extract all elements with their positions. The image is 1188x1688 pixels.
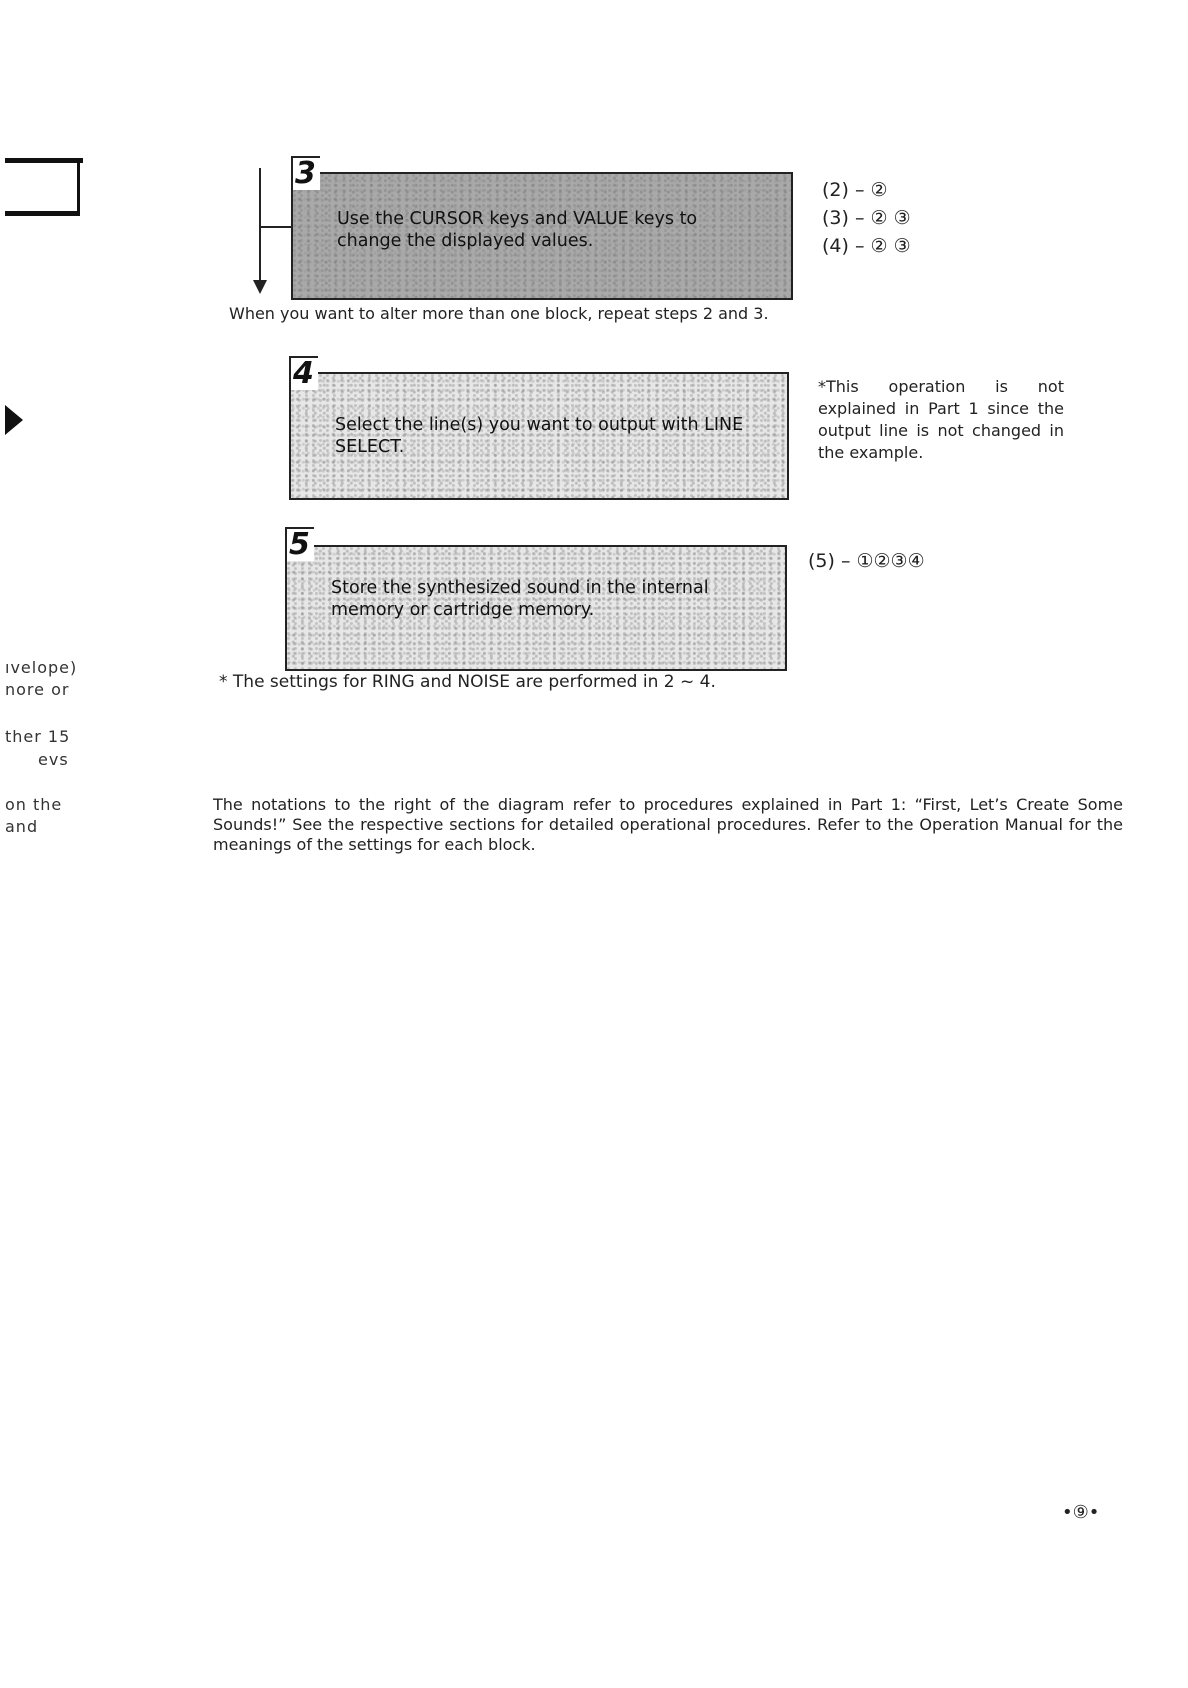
step-number: 3	[291, 156, 320, 190]
ref-line: (3) – ② ③	[822, 207, 911, 229]
step-number: 4	[289, 356, 318, 390]
edge-text: ıvelope)	[5, 658, 78, 677]
step-box-5	[285, 527, 787, 671]
edge-text: ther 15	[5, 727, 71, 746]
step-number: 5	[285, 527, 314, 561]
flow-connector	[260, 226, 292, 228]
step-text: Use the CURSOR keys and VALUE keys to change the displayed values.	[337, 209, 698, 251]
arrow-down-icon	[253, 280, 267, 294]
edge-box-fragment	[5, 163, 80, 216]
edge-text: evs	[38, 750, 69, 769]
footnote: * The settings for RING and NOISE are performed in 2 ~ 4.	[219, 672, 716, 692]
ref-line: (4) – ② ③	[822, 235, 911, 257]
step-box-4	[289, 356, 789, 500]
refs-step3	[822, 176, 911, 260]
edge-text: and	[5, 817, 39, 836]
explanation-paragraph: The notations to the right of the diagram refer to procedures explained in Part 1: “First, Let’s Create Some Sounds!” See the respective sections for detailed operational procedures. Refer to the Operation Manual for the meanings of the settings for each block.	[213, 795, 1123, 854]
edge-text: on the	[5, 795, 63, 814]
page-number: •⑨•	[1062, 1502, 1100, 1523]
ref-line: (2) – ②	[822, 179, 888, 201]
edge-text: nore or	[5, 680, 70, 699]
note-step4: *This operation is not explained in Part 1 since the output line is not changed in the example.	[818, 377, 1064, 462]
step-box-3	[291, 156, 793, 300]
edge-triangle-icon	[5, 405, 23, 435]
step-text: Store the synthesized sound in the internal memory or cartridge memory.	[331, 578, 709, 620]
step-text: Select the line(s) you want to output with LINE SELECT.	[335, 415, 744, 457]
ref-step5: (5) – ①②③④	[808, 550, 925, 572]
repeat-note: When you want to alter more than one block, repeat steps 2 and 3.	[229, 304, 769, 323]
